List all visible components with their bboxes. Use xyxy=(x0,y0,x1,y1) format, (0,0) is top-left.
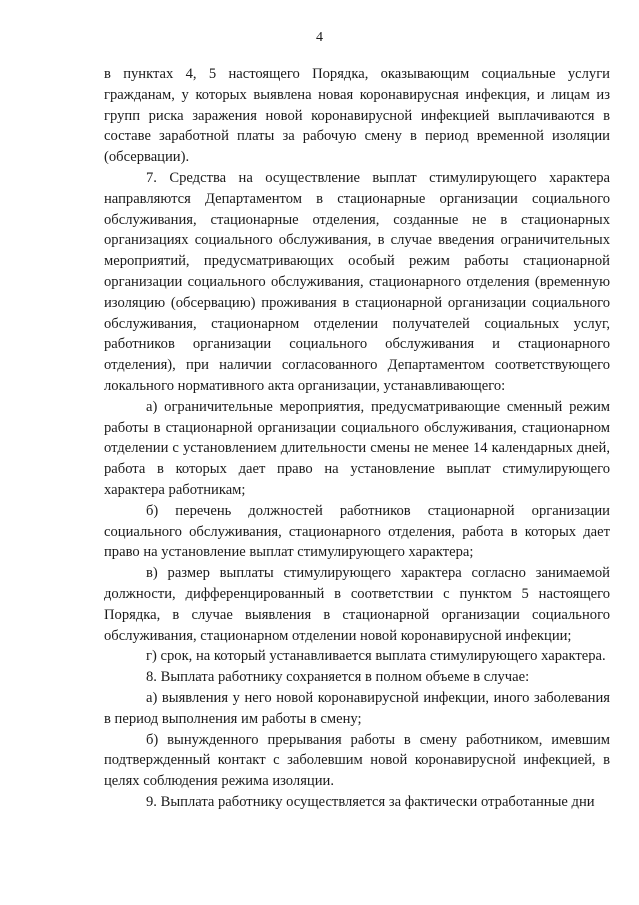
page-number: 4 xyxy=(316,30,323,45)
paragraph-item-7: 7. Средства на осуществление выплат стимулирующего характера направляются Департаментом в стационарные организации социального обслуживания, стационарные отделения, созданные не в стационарных организациях социального обслуживания, в случае введения ограничительных мероприятий, предусматривающих особый режим работы стационарной организации социального обслуживания, стационарного отделения (временную изоляцию (обсервацию) проживания в стационарной организации социального обслуживания, стационарном отделении получателей социальных услуг, работников организации социального обслуживания и стационарного отделения), при наличии согласованного Департаментом соответствующего локального нормативного акта организации, устанавливающего: xyxy=(104,169,610,394)
document-body xyxy=(104,64,610,813)
paragraph-item-7b: б) перечень должностей работников стационарной организации социального обслуживания, стационарного отделения, работа в которых дает право на установление выплат стимулирующего характера; xyxy=(104,502,610,561)
paragraph-item-8a: а) выявления у него новой коронавирусной инфекции, иного заболевания в период выполнения им работы в смену; xyxy=(104,689,610,727)
paragraph-item-7g: г) срок, на который устанавливается выплата стимулирующего характера. xyxy=(146,648,606,665)
paragraph-item-9: 9. Выплата работнику осуществляется за фактически отработанные дни xyxy=(146,793,595,810)
paragraph-item-8: 8. Выплата работнику сохраняется в полном объеме в случае: xyxy=(146,669,530,686)
paragraph-continuation: в пунктах 4, 5 настоящего Порядка, оказывающим социальные услуги гражданам, у которых выявлена новая коронавирусная инфекция, и лицам из групп риска заражения новой коронавирусной инфекцией выплачиваются в составе заработной платы за рабочую смену в период временной изоляции (обсервации). xyxy=(104,66,610,166)
paragraph-item-7a: а) ограничительные мероприятия, предусматривающие сменный режим работы в стационарной организации социального обслуживания, стационарном отделении с установлением длительности смены не менее 14 календарных дней, работа в которых дает право на установление выплат стимулирующего характера работникам; xyxy=(104,398,610,498)
paragraph-item-7v: в) размер выплаты стимулирующего характера согласно занимаемой должности, дифференцированный в соответствии с пунктом 5 настоящего Порядка, в случае выявления в стационарной организации социального обслуживания, стационарном отделении новой коронавирусной инфекции; xyxy=(104,565,610,644)
paragraph-item-8b: б) вынужденного прерывания работы в смену работником, имевшим подтвержденный контакт с заболевшим новой коронавирусной инфекцией, в целях соблюдения режима изоляции. xyxy=(104,731,610,790)
